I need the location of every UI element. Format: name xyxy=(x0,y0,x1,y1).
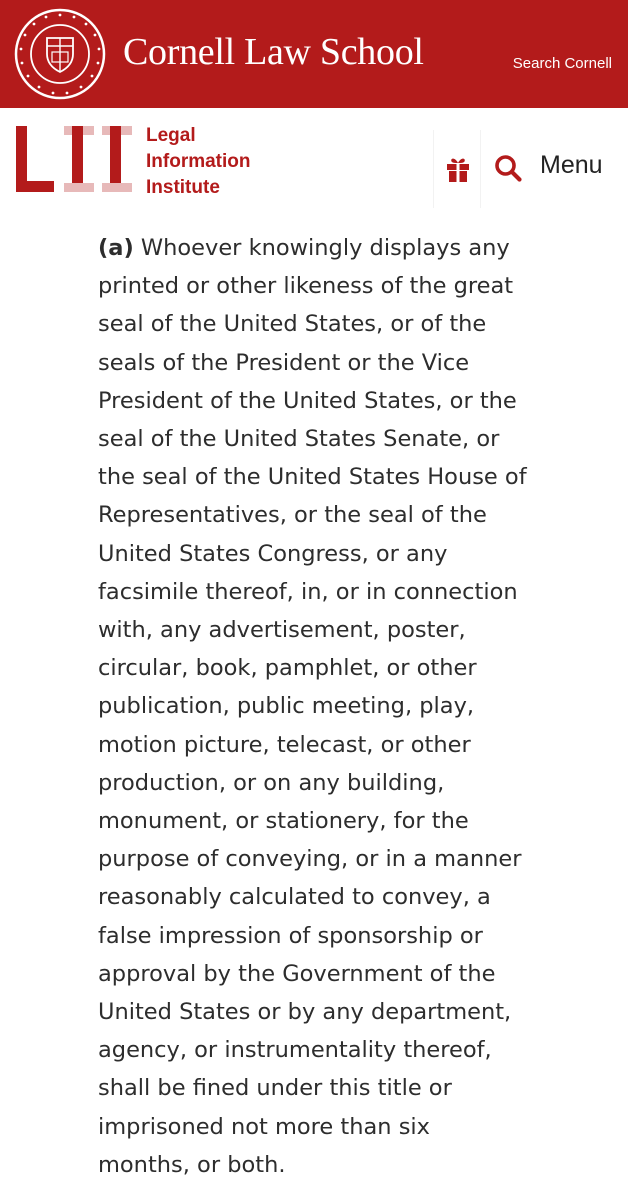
statute-line: shall be fined under this title or xyxy=(98,1075,452,1102)
statute-paragraph xyxy=(98,229,568,1184)
statute-line: reasonably calculated to convey, a xyxy=(98,884,491,911)
menu-button[interactable]: Menu xyxy=(540,151,603,179)
lii-name-line-legal: Legal xyxy=(146,125,196,146)
cornell-law-school-title[interactable]: Cornell Law School xyxy=(123,31,424,73)
statute-line: monument, or stationery, for the xyxy=(98,808,469,835)
lii-name-line-institute: Institute xyxy=(146,177,220,198)
statute-line: with, any advertisement, poster, xyxy=(98,617,466,644)
statute-line: circular, book, pamphlet, or other xyxy=(98,655,477,682)
donate-button[interactable] xyxy=(433,130,481,208)
search-icon[interactable] xyxy=(494,154,522,182)
statute-line: motion picture, telecast, or other xyxy=(98,731,471,758)
statute-line: seal of the United States, or of the xyxy=(98,311,487,338)
lii-logo[interactable] xyxy=(14,124,134,196)
statute-line-first xyxy=(98,229,568,267)
search-cornell-link[interactable]: Search Cornell xyxy=(512,55,612,72)
statute-line: United States Congress, or any xyxy=(98,540,448,567)
statute-line: seal of the United States Senate, or xyxy=(98,426,500,453)
cornell-header xyxy=(0,0,628,108)
lii-name-line-information: Information xyxy=(146,151,251,172)
statute-line: months, or both. xyxy=(98,1151,286,1178)
statute-line: Whoever knowingly displays any xyxy=(140,235,510,261)
statute-line: United States or by any department, xyxy=(98,999,512,1026)
statute-line: false impression of sponsorship or xyxy=(98,922,483,949)
statute-line: facsimile thereof, in, or in connection xyxy=(98,578,518,605)
statute-line: publication, public meeting, play, xyxy=(98,693,475,720)
subsection-marker: (a) xyxy=(98,235,134,261)
cornell-seal-logo[interactable] xyxy=(14,8,106,100)
statute-line: agency, or instrumentality thereof, xyxy=(98,1037,492,1064)
statute-line: Representatives, or the seal of the xyxy=(98,502,487,529)
statute-line: seals of the President or the Vice xyxy=(98,349,470,376)
statute-line: approval by the Government of the xyxy=(98,960,496,987)
gift-icon xyxy=(446,156,470,182)
statute-line: production, or on any building, xyxy=(98,769,445,796)
lii-name[interactable] xyxy=(146,123,251,201)
statute-line: imprisoned not more than six xyxy=(98,1113,430,1140)
statute-line: purpose of conveying, or in a manner xyxy=(98,846,522,873)
statute-line: the seal of the United States House of xyxy=(98,464,527,491)
statute-line: President of the United States, or the xyxy=(98,387,517,414)
statute-line: printed or other likeness of the great xyxy=(98,273,514,300)
